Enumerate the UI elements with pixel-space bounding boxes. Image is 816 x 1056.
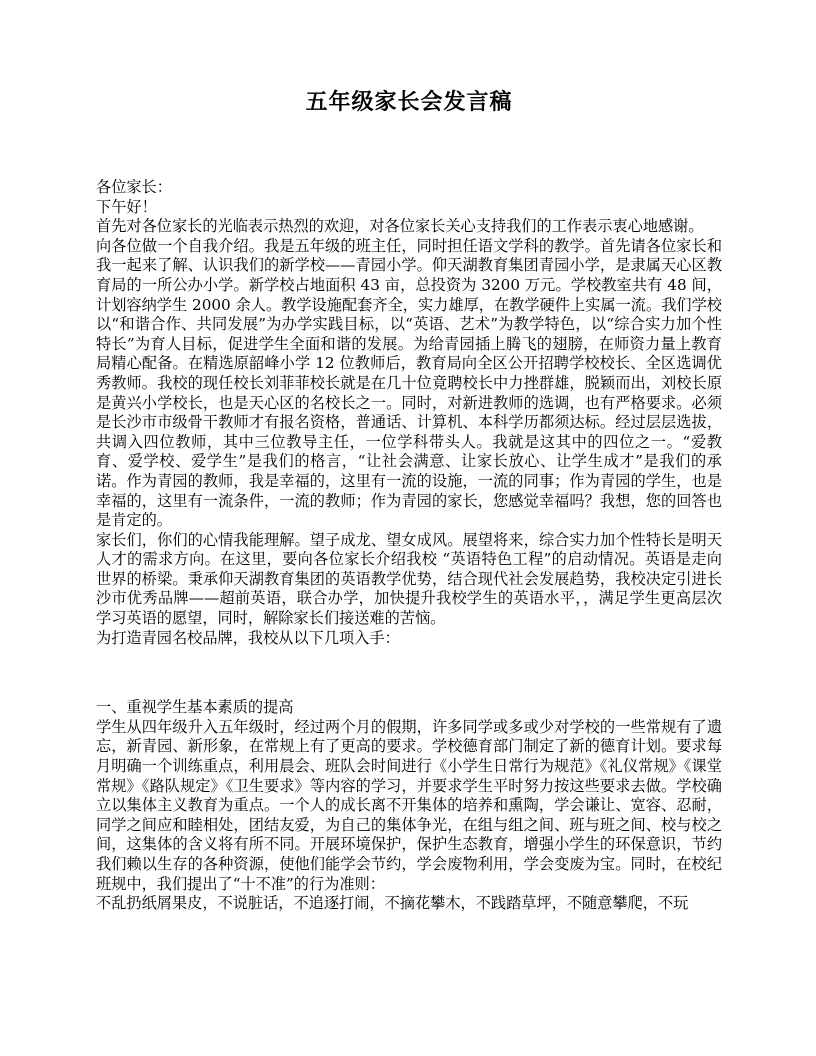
paragraph-english-program: 家长们，你们的心情我能理解。望子成龙、望女成风。展望将来，综合实力加个性特长是明天人才的需求方向。在这里，要向各位家长介绍我校 “英语特色工程”的启动情况。英语是走向世界的桥梁。秉承仰天湖教育集团的英语教学优势，结合现代社会发展趋势，我校决定引进长沙市优秀品牌——超前英语，联合办学，加快提升我校学生的英语水平，，满足学生更高层次学习英语的愿望，同时，解除家长们接送难的苦恼。 bbox=[96, 530, 722, 628]
paragraph-section-one-body: 学生从四年级升入五年级时，经过两个月的假期，许多同学或多或少对学校的一些常规有了遗忘，新青园、新形象，在常规上有了更高的要求。学校德育部门制定了新的德育计划。要求每月明确一个训练重点，利用晨会、班队会时间进行《小学生日常行为规范》《礼仪常规》《课堂常规》《路队规定》《卫生要求》等内容的学习，并要求学生平时努力按这些要求去做。学校确立以集体主义教育为重点。一个人的成长离不开集体的培养和熏陶，学会谦让、宽容、忍耐，同学之间应和睦相处，团结友爱，为自己的集体争光，在组与组之间、班与班之间、校与校之间，这集体的含义将有所不同。开展环境保护，保护生态教育，增强小学生的环保意识，节约我们赖以生存的各种资源，使他们能学会节约，学会废物利用，学会变废为宝。同时，在校纪班规中，我们提出了“十不准”的行为准则： bbox=[96, 717, 722, 893]
paragraph-welcome: 首先对各位家长的光临表示热烈的欢迎，对各位家长关心支持我们的工作表示衷心地感谢。 bbox=[96, 217, 704, 236]
document-body bbox=[96, 88, 722, 914]
paragraph-brand-intro: 为打造青园名校品牌，我校从以下几项入手： bbox=[96, 628, 400, 647]
section-heading-one: 一、重视学生基本素质的提高 bbox=[96, 698, 294, 717]
document-content bbox=[96, 178, 722, 914]
page-title: 五年级家长会发言稿 bbox=[305, 90, 513, 115]
title-spacer bbox=[96, 118, 722, 178]
blank-spacer-line bbox=[96, 663, 722, 683]
paragraph-ten-prohibitions-clipped: 不乱扔纸屑果皮，不说脏话，不追逐打闹，不摘花攀木，不践踏草坪，不随意攀爬，不玩 bbox=[96, 894, 689, 913]
paragraph-school-introduction: 向各位做一个自我介绍。我是五年级的班主任，同时担任语文学科的教学。首先请各位家长和我一起来了解、认识我们的新学校——青园小学。仰天湖教育集团青园小学，是隶属天心区教育局的一所公办小学。新学校占地面积 43 亩，总投资为 3200 万元。学校教室共有 48 间，计划容纳学生 2000 余人。教学设施配套齐全，实力雄厚，在教学硬件上实属一流。我们学校以“和谐合作、共同发展”为办学实践目标，以“英语、艺术”为教学特色，以“综合实力加个性特长”为育人目标，促进学生全面和谐的发展。为给青园插上腾飞的翅膀，在师资力量上教育局精心配备。在精选原韶峰小学 12 位教师后，教育局向全区公开招聘学校校长、全区选调优秀教师。我校的现任校长刘菲菲校长就是在几十位竟聘校长中力挫群雄，脱颖而出，刘校长原是黄兴小学校长，也是天心区的名校长之一。同时，对新进教师的选调，也有严格要求。必须是长沙市市级骨干教师才有报名资格，普通话、计算机、本科学历都须达标。经过层层选拔，共调入四位教师，其中三位教导主任，一位学科带头人。我就是这其中的四位之一。“爱教育、爱学校、爱学生”是我们的格言，“让社会满意、让家长放心、让学生成才”是我们的承诺。作为青园的教师，我是幸福的，这里有一流的设施，一流的同事；作为青园的学生，也是幸福的，这里有一流条件，一流的教师；作为青园的家长，您感觉幸福吗？我想，您的回答也是肯定的。 bbox=[96, 236, 722, 530]
greeting-line: 下午好！ bbox=[96, 197, 157, 216]
salutation-line: 各位家长： bbox=[96, 178, 172, 196]
